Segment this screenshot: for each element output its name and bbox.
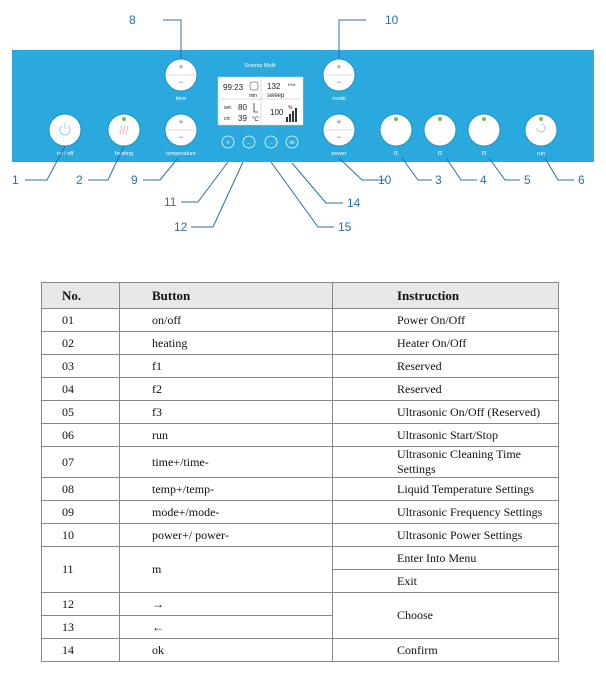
f1-button[interactable]: [380, 114, 412, 146]
mode-plus-minus-button[interactable]: [323, 59, 355, 91]
lcd-cur-label: crt:: [224, 116, 231, 122]
callout-4: 4: [480, 173, 487, 187]
row-no: 09: [42, 501, 120, 524]
header-instruction: Instruction: [333, 283, 559, 309]
row-no: 10: [42, 524, 120, 547]
minus-icon: −: [336, 132, 342, 142]
table-row: [42, 401, 559, 424]
callout-10: 10: [378, 173, 392, 187]
row-instruction: Reserved: [333, 355, 559, 378]
minus-icon: −: [336, 77, 342, 87]
run-label: run: [537, 151, 545, 157]
f2-button[interactable]: [424, 114, 456, 146]
onoff-button[interactable]: [49, 114, 81, 146]
indicator-led: [394, 117, 398, 121]
callout-5: 5: [524, 173, 531, 187]
heating-label: heating: [114, 151, 134, 157]
callout-11: 11: [164, 195, 177, 209]
row-instruction: Confirm: [333, 639, 559, 662]
row-no: 03: [42, 355, 120, 378]
lcd-time-unit: min: [249, 93, 258, 99]
callout-8: 9: [131, 173, 138, 187]
callout-12: 12: [174, 220, 188, 234]
row-instruction: Ultrasonic Frequency Settings: [333, 501, 559, 524]
minus-icon: −: [178, 132, 184, 142]
lcd-temp-unit: °C: [252, 117, 259, 123]
row-button: ok: [120, 639, 333, 662]
small-button-label: x: [226, 140, 230, 146]
table-row: [42, 593, 559, 616]
row-instruction: Ultrasonic Start/Stop: [333, 424, 559, 447]
table-row: [42, 424, 559, 447]
callout-2: 2: [76, 173, 83, 187]
f3-label: f3: [481, 151, 487, 157]
callout-6: 6: [578, 173, 585, 187]
table-row: [42, 547, 559, 570]
header-no: No.: [42, 283, 120, 309]
row-button: f1: [120, 355, 333, 378]
row-button: run: [120, 424, 333, 447]
left-arrow-button[interactable]: [243, 136, 255, 148]
f3-button[interactable]: [468, 114, 500, 146]
small-button-label: ok: [289, 140, 295, 146]
ok-button[interactable]: [286, 136, 298, 148]
callout-9: 10: [385, 13, 399, 27]
right-arrow-button[interactable]: [265, 136, 277, 148]
table-row: [42, 478, 559, 501]
row-button: temp+/temp-: [120, 478, 333, 501]
row-button: m: [120, 547, 333, 593]
row-button: f3: [120, 401, 333, 424]
lcd-power-unit: %: [288, 105, 293, 111]
row-no: 14: [42, 639, 120, 662]
heating-button[interactable]: [108, 114, 140, 146]
lcd-set-value: 80: [238, 103, 247, 112]
row-button: f2: [120, 378, 333, 401]
indicator-led: [482, 117, 486, 121]
brand-label: Scientz Multi: [244, 63, 276, 69]
row-instruction: Heater On/Off: [333, 332, 559, 355]
row-instruction: Ultrasonic Cleaning Time Settings: [333, 447, 559, 478]
row-instruction: Reserved: [333, 378, 559, 401]
small-button-label: ←: [246, 140, 252, 146]
lcd-time: 99:23: [223, 83, 244, 92]
table-row: [42, 309, 559, 332]
row-no: 02: [42, 332, 120, 355]
table-row: [42, 447, 559, 478]
row-no: 04: [42, 378, 120, 401]
callout-7: 8: [129, 13, 136, 27]
row-button: mode+/mode-: [120, 501, 333, 524]
mode-label: mode: [332, 96, 346, 102]
indicator-led: [438, 117, 442, 121]
row-instruction: Power On/Off: [333, 309, 559, 332]
row-instruction: Ultrasonic On/Off (Reserved): [333, 401, 559, 424]
row-instruction: Choose: [333, 593, 559, 639]
plus-icon: +: [178, 62, 184, 72]
row-no: 13: [42, 616, 120, 639]
minus-icon: −: [178, 77, 184, 87]
row-button: heating: [120, 332, 333, 355]
callout-3: 3: [435, 173, 442, 187]
indicator-led: [122, 117, 126, 121]
row-instruction: Liquid Temperature Settings: [333, 478, 559, 501]
lcd-mode: sweep: [267, 93, 285, 99]
lcd-freq: 132: [267, 82, 281, 91]
callout-1: 1: [12, 173, 19, 187]
instruction-table: [41, 282, 559, 662]
run-button[interactable]: [525, 114, 557, 146]
time-plus-minus-button[interactable]: [165, 59, 197, 91]
time-label: time: [175, 96, 187, 102]
power-label: power: [331, 151, 347, 157]
table-header-row: [42, 283, 559, 309]
f1-label: f1: [393, 151, 399, 157]
temperature-plus-minus-button[interactable]: [165, 114, 197, 146]
indicator-led: [539, 117, 543, 121]
table-row: [42, 524, 559, 547]
row-no: 11: [42, 547, 120, 593]
lcd-set-label: set:: [224, 105, 233, 111]
row-no: 01: [42, 309, 120, 332]
row-button: on/off: [120, 309, 333, 332]
control-panel-diagram: [0, 0, 606, 280]
header-button: Button: [120, 283, 333, 309]
table-row: [42, 378, 559, 401]
row-button: power+/ power-: [120, 524, 333, 547]
row-instruction: Enter Into Menu: [333, 547, 559, 570]
lcd-power: 100: [270, 108, 284, 117]
row-instruction: Exit: [333, 570, 559, 593]
temperature-label: temperature: [166, 151, 196, 157]
menu-button[interactable]: [222, 136, 234, 148]
table-row: [42, 332, 559, 355]
callout-15: 15: [338, 220, 352, 234]
row-no: 06: [42, 424, 120, 447]
row-no: 05: [42, 401, 120, 424]
row-button: →: [120, 593, 333, 616]
small-button-label: →: [268, 140, 274, 146]
table-row: [42, 639, 559, 662]
table-row: [42, 501, 559, 524]
row-button: time+/time-: [120, 447, 333, 478]
plus-icon: +: [178, 117, 184, 127]
plus-icon: +: [336, 62, 342, 72]
row-no: 07: [42, 447, 120, 478]
lcd-cur-value: 39: [238, 114, 247, 123]
row-button: ←: [120, 616, 333, 639]
power-plus-minus-button[interactable]: [323, 114, 355, 146]
lcd-display: [218, 77, 303, 125]
row-no: 12: [42, 593, 120, 616]
onoff-label: on / off: [56, 151, 74, 157]
lcd-freq-unit: KHz: [288, 82, 296, 87]
row-instruction: Ultrasonic Power Settings: [333, 524, 559, 547]
f2-label: f2: [437, 151, 443, 157]
table-row: [42, 355, 559, 378]
callout-14: 14: [347, 196, 361, 210]
row-no: 08: [42, 478, 120, 501]
plus-icon: +: [336, 117, 342, 127]
